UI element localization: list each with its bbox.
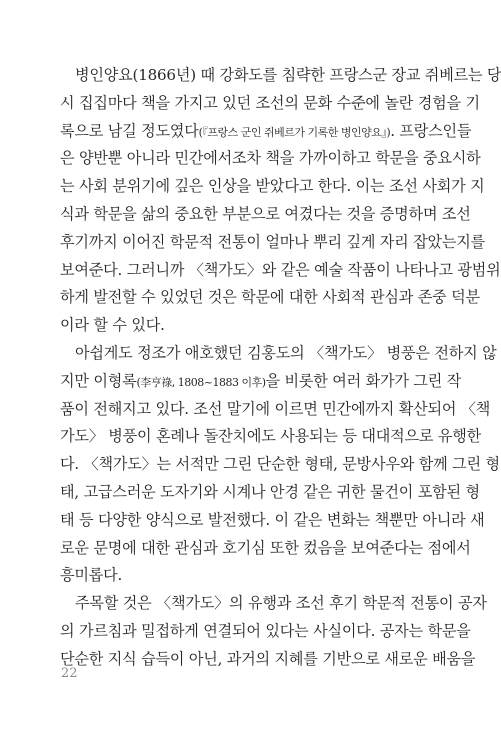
body-line (60, 201, 471, 229)
text-segment: 시 집집마다 책을 가지고 있던 조선의 문화 수준에 놀란 경험을 기 (60, 93, 480, 112)
text-segment: 이라 할 수 있다. (60, 316, 165, 335)
body-line (60, 90, 480, 118)
body-line (60, 145, 481, 173)
text-segment: . 프랑스인들 (390, 121, 472, 140)
text-segment: 주목할 것은 〈책가도〉의 유행과 조선 후기 학문적 전통이 공자 (75, 594, 487, 613)
body-line (60, 646, 476, 674)
text-segment: 록으로 남길 정도였다 (60, 121, 199, 140)
artist-dates-note: (李亨祿, 1808~1883 이후) (136, 375, 266, 389)
text-segment: 가도〉 병풍이 혼례나 돌잔치에도 사용되는 등 대대적으로 유행한 (60, 427, 481, 446)
text-segment: 는 사회 분위기에 깊은 인상을 받았다고 한다. 이는 조선 사회가 지 (60, 177, 485, 196)
body-line (60, 62, 501, 90)
body-line (60, 451, 500, 479)
text-segment: 태 등 다양한 양식으로 발전했다. 이 같은 변화는 책뿐만 아니라 새 (60, 510, 485, 529)
text-segment: 태, 고급스러운 도자기와 시계나 안경 같은 귀한 물건이 포함된 형 (60, 482, 480, 501)
text-segment: 보여준다. 그러니까 〈책가도〉와 같은 예술 작품이 나타나고 광범위 (60, 260, 501, 279)
text-segment: 아쉽게도 정조가 애호했던 김홍도의 〈책가도〉 병풍은 전하지 않 (75, 343, 497, 362)
text-segment: 은 양반뿐 아니라 민간에서조차 책을 가까이하고 학문을 중요시하 (60, 149, 481, 168)
body-line (60, 340, 497, 368)
text-segment: 품이 전해지고 있다. 조선 말기에 이르면 민간에까지 확산되어 〈책 (60, 399, 491, 418)
body-text (60, 62, 501, 674)
body-line (60, 312, 444, 340)
page-number: 22 (61, 666, 78, 681)
text-segment: 을 비롯한 여러 화가가 그린 작 (265, 371, 462, 390)
body-line (60, 479, 480, 507)
body-line (60, 535, 471, 563)
text-segment: 의 가르침과 밀접하게 연결되어 있다는 사실이다. 공자는 학문을 (60, 621, 471, 640)
body-line (60, 423, 481, 451)
text-segment: 병인양요(1866년) 때 강화도를 침략한 프랑스군 장교 쥐베르는 당 (75, 66, 501, 84)
body-line (60, 562, 444, 590)
body-line (60, 396, 491, 424)
text-segment: 하게 발전할 수 있었던 것은 학문에 대한 사회적 관심과 존중 덕분 (60, 288, 480, 307)
text-segment: 단순한 지식 습득이 아닌, 과거의 지혜를 기반으로 새로운 배움을 (60, 649, 476, 668)
body-line (60, 590, 487, 618)
body-line (60, 173, 485, 201)
body-line (60, 229, 486, 257)
text-segment: 로운 문명에 대한 관심과 호기심 또한 컸음을 보여준다는 점에서 (60, 538, 471, 557)
book-title-note: (『프랑스 군인 쥐베르가 기록한 병인양요』) (198, 125, 391, 139)
text-segment: 흥미롭다. (60, 566, 123, 585)
body-line (60, 368, 462, 396)
body-line (60, 618, 471, 646)
text-segment: 후기까지 이어진 학문적 전통이 얼마나 뿌리 깊게 자리 잡았는지를 (60, 232, 486, 251)
body-line (60, 507, 485, 535)
body-line (60, 284, 480, 312)
text-segment: 다. 〈책가도〉는 서적만 그린 단순한 형태, 문방사우와 함께 그린 형 (60, 455, 500, 474)
body-line (60, 118, 472, 146)
text-segment: 지만 이형록 (60, 371, 137, 390)
body-line (60, 257, 501, 285)
text-segment: 식과 학문을 삶의 중요한 부분으로 여겼다는 것을 증명하며 조선 (60, 204, 471, 223)
